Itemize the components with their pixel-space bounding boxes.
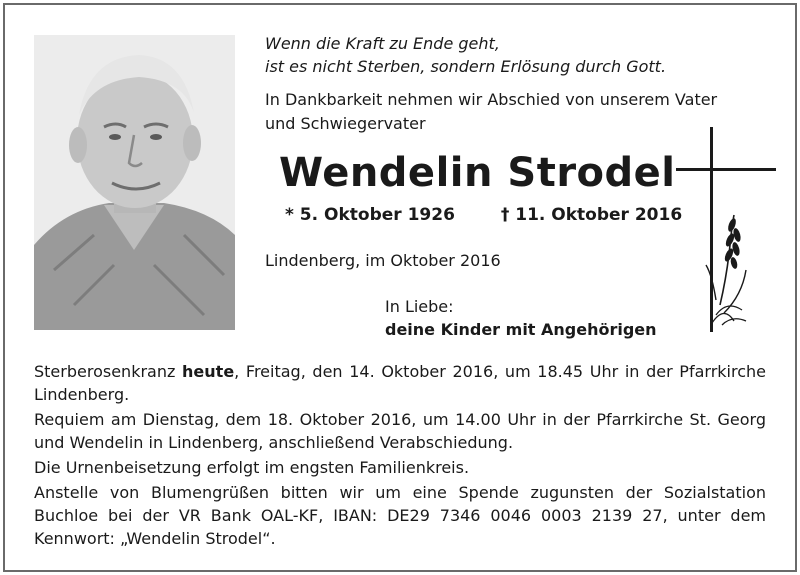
place-date: Lindenberg, im Oktober 2016 bbox=[265, 251, 501, 270]
death-date: † 11. Oktober 2016 bbox=[500, 205, 683, 225]
urn-notice: Die Urnenbeisetzung erfolgt im engsten Familienkreis. bbox=[34, 458, 470, 477]
notices bbox=[34, 360, 766, 552]
rosary-notice bbox=[34, 360, 766, 406]
intro-line-2: und Schwiegervater bbox=[265, 114, 426, 133]
life-dates bbox=[285, 205, 682, 225]
rosary-pre: Sterberosenkranz bbox=[34, 362, 183, 381]
rosary-post: , Freitag, den 14. Oktober 2016, um 18.45 Uhr in der Pfarrkirche Lindenberg. bbox=[34, 362, 766, 404]
quote bbox=[265, 32, 666, 78]
signature-greeting: In Liebe: bbox=[385, 297, 454, 316]
donation-notice: Anstelle von Blumengrüßen bitten wir um eine Spende zugunsten der Sozialstation Buchloe bei der VR Bank OAL-KF, IBAN: DE29 7346 0046 0003 2139 27, unter dem Kennwort: „Wendelin Strodel“. bbox=[34, 483, 766, 548]
quote-line-1: Wenn die Kraft zu Ende geht, bbox=[265, 34, 500, 53]
signature-block bbox=[385, 295, 657, 341]
deceased-name: Wendelin Strodel bbox=[279, 150, 676, 196]
cross-with-wheat-icon bbox=[672, 125, 782, 335]
signature-signed: deine Kinder mit Angehörigen bbox=[385, 320, 657, 339]
requiem-notice: Requiem am Dienstag, dem 18. Oktober 2016, um 14.00 Uhr in der Pfarrkirche St. Georg und Wendelin in Lindenberg, anschließend Verabschiedung. bbox=[34, 410, 766, 452]
portrait-photo bbox=[34, 35, 235, 330]
portrait-illustration bbox=[34, 35, 235, 330]
quote-line-2: ist es nicht Sterben, sondern Erlösung durch Gott. bbox=[265, 57, 667, 76]
rosary-today: heute bbox=[182, 362, 235, 381]
intro-line-1: In Dankbarkeit nehmen wir Abschied von unserem Vater bbox=[265, 90, 718, 109]
birth-date: * 5. Oktober 1926 bbox=[285, 205, 455, 225]
